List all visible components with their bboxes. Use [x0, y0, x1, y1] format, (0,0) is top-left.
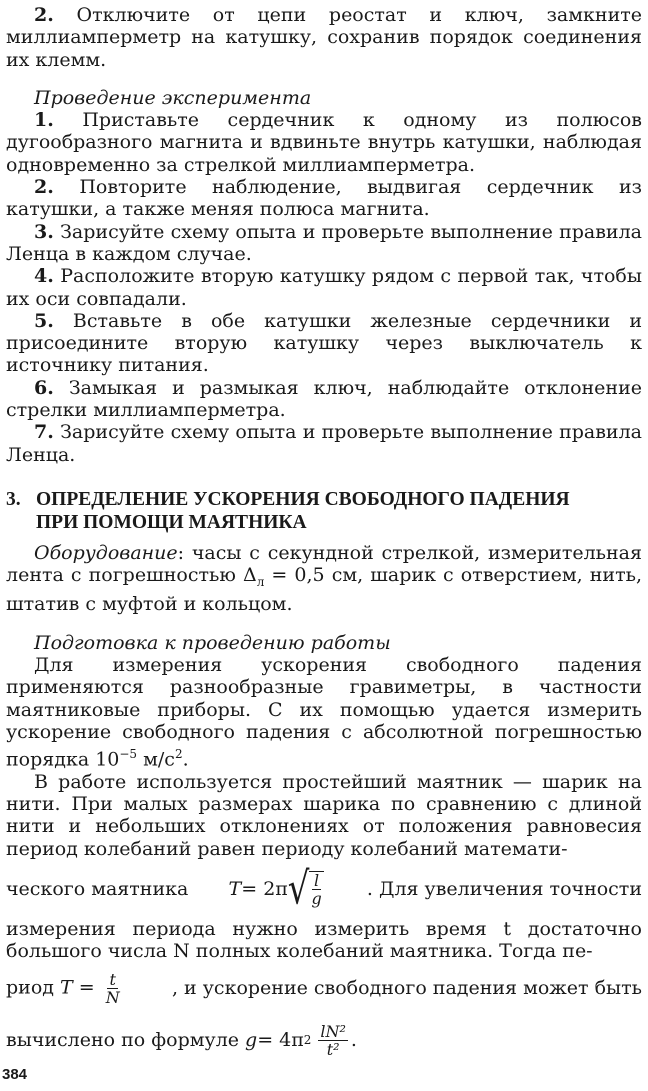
- pendulum-period-formula: T = 2π √ $\frac{l}{g}$: [228, 862, 322, 915]
- experiment-step-6: 6. Замыкая и размыкая ключ, наблюдайте отклонение стрелки миллиамперметра.: [6, 376, 642, 422]
- prep-heading: Подготовка к проведению работы: [34, 631, 391, 654]
- pendulum-formula-line: ческого маятника T = 2π √ $\frac{l}{g}$ . Для увеличения точности: [6, 862, 642, 915]
- prep-paragraph-2: В работе используется простейший маятник — шарик на нити. При малых размерах шарика по сравнению с длиной нити и небольших отклонениях от положения равновесия период колебаний равен периоду колебаний математи-: [6, 770, 642, 860]
- experiment-step-3: 3. Зарисуйте схему опыта и проверьте выполнение правила Ленца в каждом случае.: [6, 220, 642, 265]
- experiment-step-1: 1. Приставьте сердечник к одному из полюсов дугообразного магнита и вдвиньте внутрь катушки, наблюдая одновременно за стрелкой миллиамперметра.: [6, 109, 642, 176]
- page-body: [6, 4, 642, 1067]
- lab-3-title: 3. ОПРЕДЕЛЕНИЕ УСКОРЕНИЯ СВОБОДНОГО ПАДЕНИЯ ПРИ ПОМОЩИ МАЯТНИКА: [6, 488, 570, 533]
- experiment-heading: Проведение эксперимента: [34, 86, 312, 109]
- page-number: 384: [2, 1066, 28, 1083]
- period-formula-line: риод T = $\frac{t}{N}$ , и ускорение свободного падения может быть: [6, 970, 642, 1008]
- experiment-step-4: 4. Расположите вторую катушку рядом с первой так, чтобы их оси совпадали.: [6, 265, 642, 310]
- experiment-step-5: 5. Вставьте в обе катушки железные сердечники и присоедините вторую катушку через выключатель к источнику питания.: [6, 309, 642, 377]
- experiment-step-7: 7. Зарисуйте схему опыта и проверьте выполнение правила Ленца.: [6, 421, 642, 466]
- final-formula-line: вычислено по формуле g = 4π 2 $\frac{\text{lN²}}{\text{t²}}$ .: [6, 1022, 357, 1060]
- experiment-step-2: 2. Повторите наблюдение, выдвигая сердечник из катушки, а также меняя полюса магнита.: [6, 176, 642, 221]
- gravity-formula: g = 4π 2 $\frac{\text{lN²}}{\text{t²}}$ .: [245, 1022, 357, 1060]
- prep-step-2: 2. Отключите от цепи реостат и ключ, замкните миллиамперметр на катушку, сохранив порядок соединения их клемм.: [6, 4, 642, 71]
- prep-paragraph-3: измерения периода нужно измерить время t достаточно большого числа N полных колебаний маятника. Тогда пе-: [6, 917, 642, 963]
- prep-paragraph-1: Для измерения ускорения свободного падения применяются разнообразные гравиметры, в частности маятниковые приборы. С их помощью удается измерить ускорение свободного падения с абсолютной погрешностью порядка $10^{-5}$ $м/с^2$.: [6, 653, 642, 771]
- equipment-paragraph: Оборудование: часы с секундной стрелкой, измерительная лента с погрешностью $\Delta_л = 0,5$ см, шарик с отверстием, нить, штатив с муфтой и кольцом.: [6, 541, 642, 616]
